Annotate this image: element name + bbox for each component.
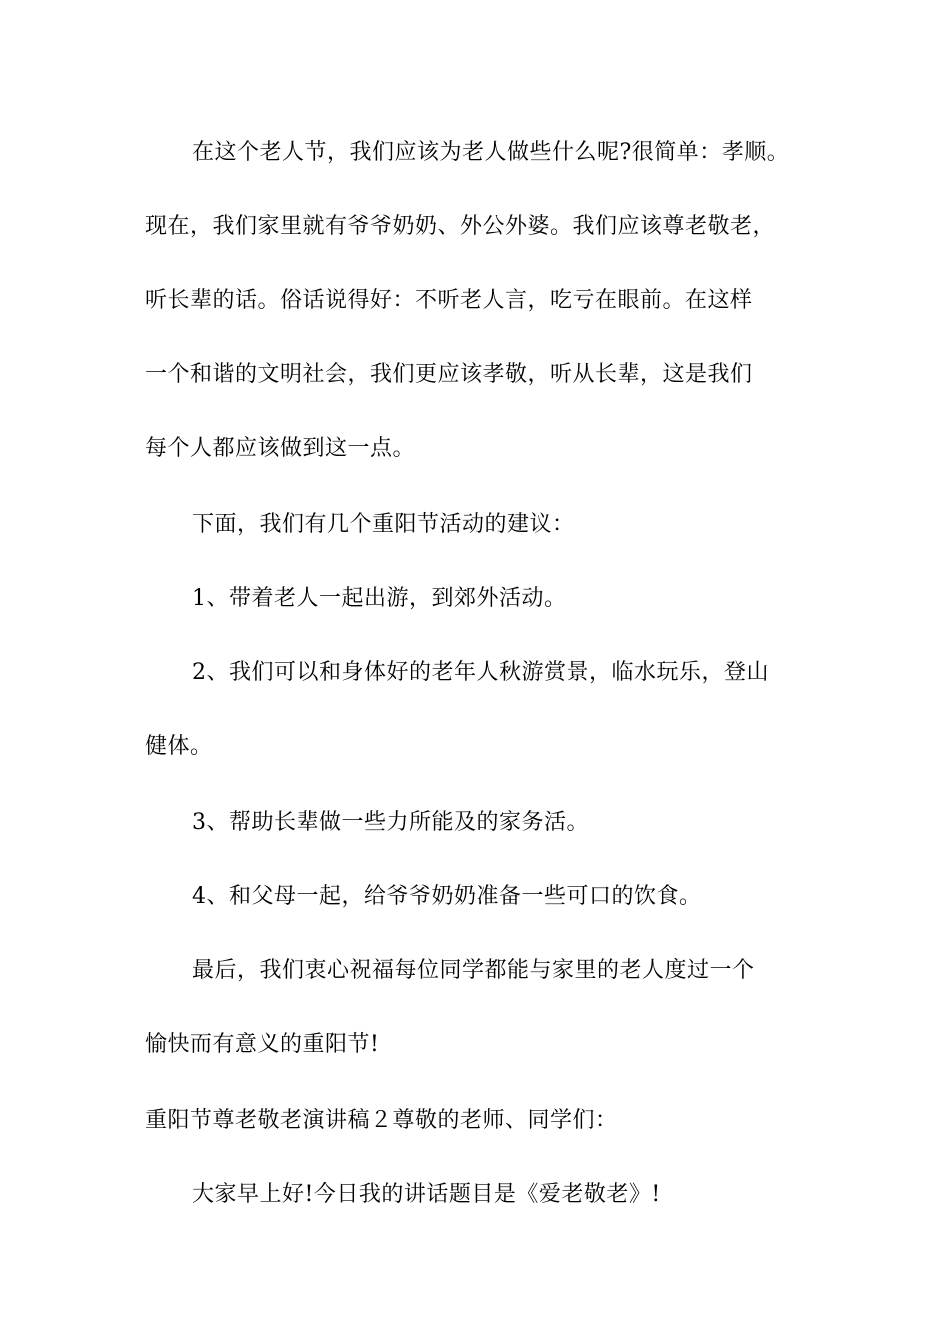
- paragraph-line: 一个和谐的文明社会，我们更应该孝敬，听从长辈，这是我们: [145, 362, 753, 387]
- list-item-line: 2、我们可以和身体好的老年人秋游赏景，临水玩乐，登山: [192, 660, 769, 685]
- paragraph-line: 每个人都应该做到这一点。: [145, 436, 416, 461]
- list-item-line: 3、帮助长辈做一些力所能及的家务活。: [192, 810, 589, 835]
- paragraph-line: 听长辈的话。俗话说得好：不听老人言，吃亏在眼前。在这样: [145, 288, 753, 313]
- paragraph-line: 在这个老人节，我们应该为老人做些什么呢?很简单：孝顺。: [192, 140, 790, 165]
- paragraph-line: 最后，我们衷心祝福每位同学都能与家里的老人度过一个: [192, 958, 755, 983]
- list-item-line: 1、带着老人一起出游，到郊外活动。: [192, 586, 567, 611]
- section-heading-line: 重阳节尊老敬老演讲稿２尊敬的老师、同学们：: [145, 1108, 618, 1133]
- list-item-line: 4、和父母一起，给爷爷奶奶准备一些可口的饮食。: [192, 884, 702, 909]
- paragraph-line: 下面，我们有几个重阳节活动的建议：: [192, 512, 575, 537]
- paragraph-line: 现在，我们家里就有爷爷奶奶、外公外婆。我们应该尊老敬老，: [145, 214, 776, 239]
- paragraph-line: 愉快而有意义的重阳节!: [145, 1032, 380, 1057]
- paragraph-line: 大家早上好!今日我的讲话题目是《爱老敬老》!: [192, 1182, 661, 1207]
- list-item-line: 健体。: [145, 734, 213, 759]
